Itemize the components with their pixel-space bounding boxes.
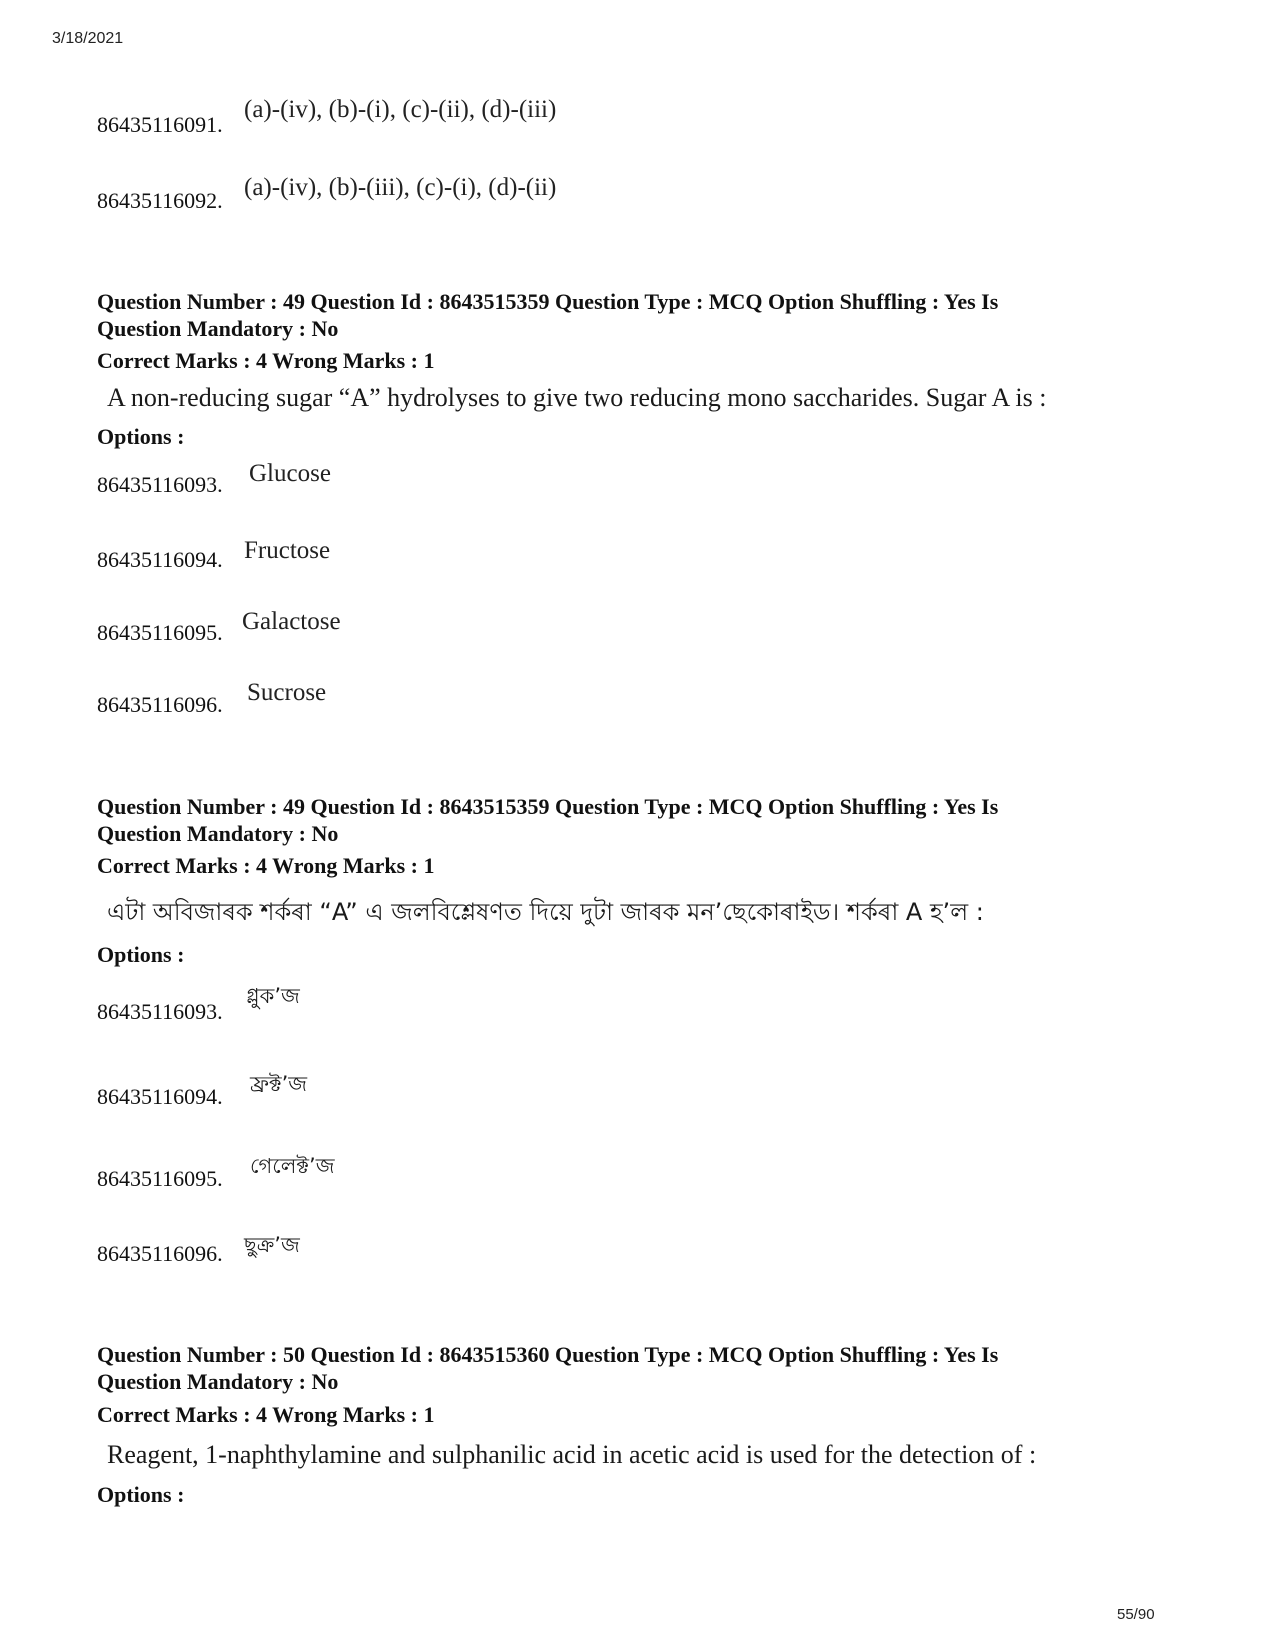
page-date: 3/18/2021 bbox=[52, 30, 124, 47]
question-header-mandatory: Question Mandatory : No bbox=[97, 821, 339, 846]
question-text: Reagent, 1-naphthylamine and sulphanilic acid in acetic acid is used for the detection of : bbox=[107, 1440, 1037, 1469]
option-text: Galactose bbox=[242, 608, 341, 635]
question-header: Question Number : 49 Question Id : 8643515359 Question Type : MCQ Option Shuffling : Yes Is bbox=[97, 794, 999, 819]
option-id: 86435116095. bbox=[97, 620, 223, 645]
option-id: 86435116096. bbox=[97, 1241, 223, 1266]
option-text: গেলেক্ট’জ bbox=[250, 1154, 335, 1178]
option-text: Fructose bbox=[244, 537, 331, 564]
option-id: 86435116096. bbox=[97, 692, 223, 717]
question-header-mandatory: Question Mandatory : No bbox=[97, 1369, 339, 1394]
option-text: (a)-(iv), (b)-(i), (c)-(ii), (d)-(iii) bbox=[244, 96, 557, 123]
option-id: 86435116092. bbox=[97, 188, 223, 213]
option-id: 86435116091. bbox=[97, 112, 223, 137]
options-label: Options : bbox=[97, 1482, 185, 1507]
question-marks: Correct Marks : 4 Wrong Marks : 1 bbox=[97, 853, 435, 878]
option-text: ফ্ৰক্ট’জ bbox=[250, 1072, 308, 1096]
question-text: এটা অবিজাৰক শৰ্কৰা “A” এ জলবিশ্লেষণত দিয়ে দুটা জাৰক মন’ছেকোৰাইড। শৰ্কৰা A হ’ল : bbox=[107, 898, 984, 926]
page-number: 55/90 bbox=[1117, 1606, 1155, 1623]
option-text: Sucrose bbox=[247, 679, 327, 706]
option-text: গ্লুক’জ bbox=[246, 984, 300, 1008]
question-text: A non-reducing sugar “A” hydrolyses to give two reducing mono saccharides. Sugar A is : bbox=[107, 383, 1047, 412]
option-text: ছুক্ৰ’জ bbox=[244, 1233, 300, 1257]
option-id: 86435116094. bbox=[97, 547, 223, 572]
question-header: Question Number : 50 Question Id : 8643515360 Question Type : MCQ Option Shuffling : Yes Is bbox=[97, 1342, 999, 1367]
option-id: 86435116093. bbox=[97, 999, 223, 1024]
question-marks: Correct Marks : 4 Wrong Marks : 1 bbox=[97, 348, 435, 373]
option-id: 86435116095. bbox=[97, 1166, 223, 1191]
option-text: Glucose bbox=[249, 460, 331, 487]
option-text: (a)-(iv), (b)-(iii), (c)-(i), (d)-(ii) bbox=[244, 174, 557, 201]
question-header: Question Number : 49 Question Id : 8643515359 Question Type : MCQ Option Shuffling : Yes Is bbox=[97, 289, 999, 314]
options-label: Options : bbox=[97, 424, 185, 449]
option-id: 86435116094. bbox=[97, 1084, 223, 1109]
question-header-mandatory: Question Mandatory : No bbox=[97, 316, 339, 341]
question-marks: Correct Marks : 4 Wrong Marks : 1 bbox=[97, 1402, 435, 1427]
option-id: 86435116093. bbox=[97, 472, 223, 497]
options-label: Options : bbox=[97, 942, 185, 967]
